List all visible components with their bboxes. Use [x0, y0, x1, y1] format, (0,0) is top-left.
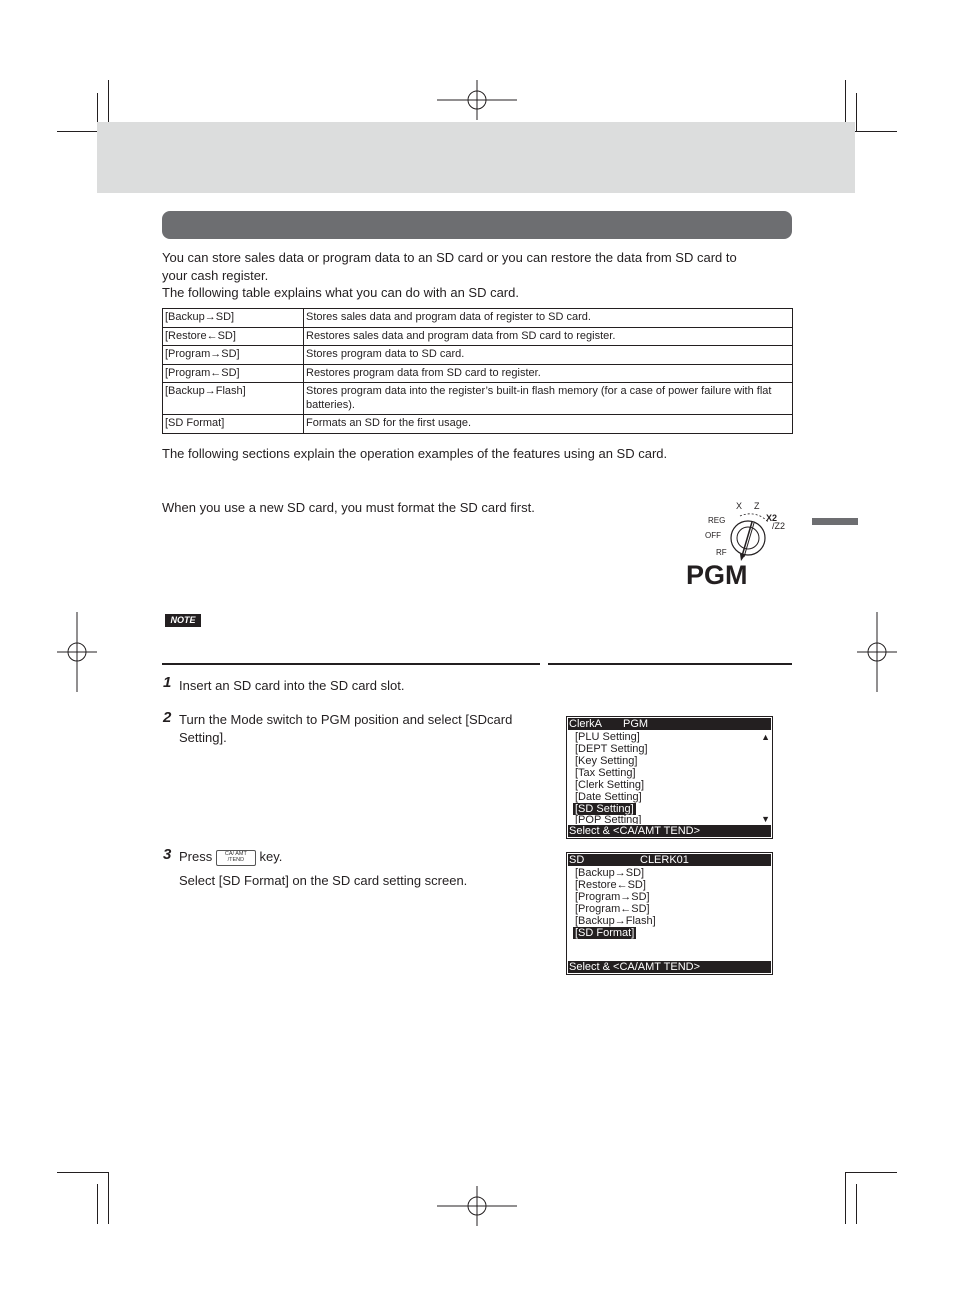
lcd-footer: Select & <CA/AMT TEND> — [568, 961, 771, 973]
mode-label-reg: REG — [708, 516, 726, 525]
mode-label-rf: RF — [716, 548, 727, 557]
divider-right — [548, 663, 792, 665]
table-cell-description: Formats an SD for the first usage. — [304, 415, 793, 434]
mode-label-z: Z — [754, 501, 760, 511]
lcd-menu-item[interactable]: [Tax Setting] — [575, 767, 636, 779]
note-label: NOTE — [170, 615, 196, 625]
table-cell-description: Restores program data from SD card to register. — [304, 364, 793, 383]
intro-text — [162, 249, 737, 302]
key-line: /TEND — [227, 856, 245, 863]
lcd-menu-item[interactable]: [Program→SD] — [575, 891, 650, 903]
lcd-menu-item[interactable]: [Restore←SD] — [575, 879, 646, 891]
intro-line-3: The following table explains what you can do with an SD card. — [162, 285, 519, 300]
press-label: Press — [179, 849, 213, 864]
lcd-header-left: ClerkA — [569, 718, 603, 730]
chapter-tab-marker — [812, 518, 858, 525]
lcd-menu-item[interactable]: [Backup→SD] — [575, 867, 645, 879]
step-text — [179, 711, 512, 746]
table-cell-function: [Backup→Flash] — [163, 383, 304, 415]
registration-mark-top — [437, 80, 517, 120]
note-badge — [165, 614, 201, 627]
scroll-up-arrow-icon: ▲ — [761, 732, 770, 742]
table-cell-description: Stores program data to SD card. — [304, 346, 793, 365]
mode-switch-icon — [680, 496, 795, 592]
table-row — [163, 383, 793, 415]
step-text-line: Setting]. — [179, 729, 227, 745]
lcd-screen-pgm-menu — [566, 716, 773, 839]
table-row — [163, 364, 793, 383]
lcd-header-left: SD — [569, 854, 585, 866]
step-number: 3 — [163, 846, 172, 863]
step-subtext: Select [SD Format] on the SD card setting screen. — [179, 873, 468, 888]
registration-mark-right — [857, 612, 897, 692]
format-intro-text: When you use a new SD card, you must format the SD card first. — [162, 500, 535, 515]
lcd-menu-item[interactable]: [PLU Setting] — [575, 731, 640, 743]
mode-label-pgm: PGM — [686, 560, 748, 590]
lcd-menu-item[interactable]: [Backup→Flash] — [575, 915, 656, 927]
step-number: 1 — [163, 674, 172, 691]
sections-text: The following sections explain the operation examples of the features using an SD card. — [162, 446, 668, 461]
table-cell-function: [Program→SD] — [163, 346, 304, 365]
intro-line-2: your cash register. — [162, 267, 269, 283]
mode-label-x2: X2 — [766, 513, 778, 523]
lcd-menu-item[interactable]: [POP Setting] — [575, 814, 642, 824]
lcd-menu-item[interactable]: [Program←SD] — [575, 903, 650, 915]
ca-amt-tend-key-icon — [216, 850, 256, 866]
registration-mark-bottom — [437, 1186, 517, 1226]
lcd-header-right: CLERK01 — [640, 854, 689, 866]
lcd-menu-item[interactable]: [Key Setting] — [575, 755, 638, 767]
lcd-menu-item-selected[interactable]: [SD Format] — [575, 927, 635, 939]
step-text — [179, 848, 282, 866]
lcd-menu-item[interactable]: [DEPT Setting] — [575, 743, 648, 755]
step-number: 2 — [163, 709, 172, 726]
section-title-bar — [162, 211, 792, 239]
table-row — [163, 327, 793, 346]
lcd-header — [568, 854, 771, 866]
lcd-footer: Select & <CA/AMT TEND> — [568, 825, 771, 837]
registration-mark-left — [57, 612, 97, 692]
lcd-header-right: PGM — [623, 718, 649, 730]
lcd-header — [568, 718, 771, 730]
table-cell-description: Stores sales data and program data of register to SD card. — [304, 309, 793, 328]
intro-line-1: You can store sales data or program data to an SD card or you can restore the data from SD card to — [162, 250, 737, 265]
features-table — [162, 308, 793, 434]
key-suffix: key. — [259, 849, 283, 864]
lcd-menu-item-selected[interactable]: [SD Setting] — [575, 803, 634, 815]
mode-label-x: X — [736, 501, 743, 511]
table-row — [163, 346, 793, 365]
lcd-menu-item[interactable]: [Clerk Setting] — [575, 779, 645, 791]
step-text: Insert an SD card into the SD card slot. — [179, 678, 405, 693]
scroll-down-arrow-icon: ▼ — [761, 814, 770, 824]
lcd-screen-sd-menu — [566, 852, 773, 975]
table-row — [163, 309, 793, 328]
divider-left — [162, 663, 540, 665]
table-cell-function: [SD Format] — [163, 415, 304, 434]
table-cell-function: [Program←SD] — [163, 364, 304, 383]
key-line: CA/ AMT — [224, 850, 247, 857]
table-cell-function: [Backup→SD] — [163, 309, 304, 328]
table-cell-function: [Restore←SD] — [163, 327, 304, 346]
lcd-menu-item[interactable]: [Date Setting] — [575, 791, 642, 803]
table-cell-description: Restores sales data and program data from SD card to register. — [304, 327, 793, 346]
mode-label-z2: /Z2 — [772, 521, 786, 531]
step-text-line: Turn the Mode switch to PGM position and select [SDcard — [179, 712, 513, 727]
table-cell-description: Stores program data into the register’s built-in flash memory (for a case of power failure with flat batteries). — [304, 383, 793, 415]
header-band — [97, 122, 855, 193]
table-row — [163, 415, 793, 434]
mode-label-off: OFF — [705, 531, 721, 540]
